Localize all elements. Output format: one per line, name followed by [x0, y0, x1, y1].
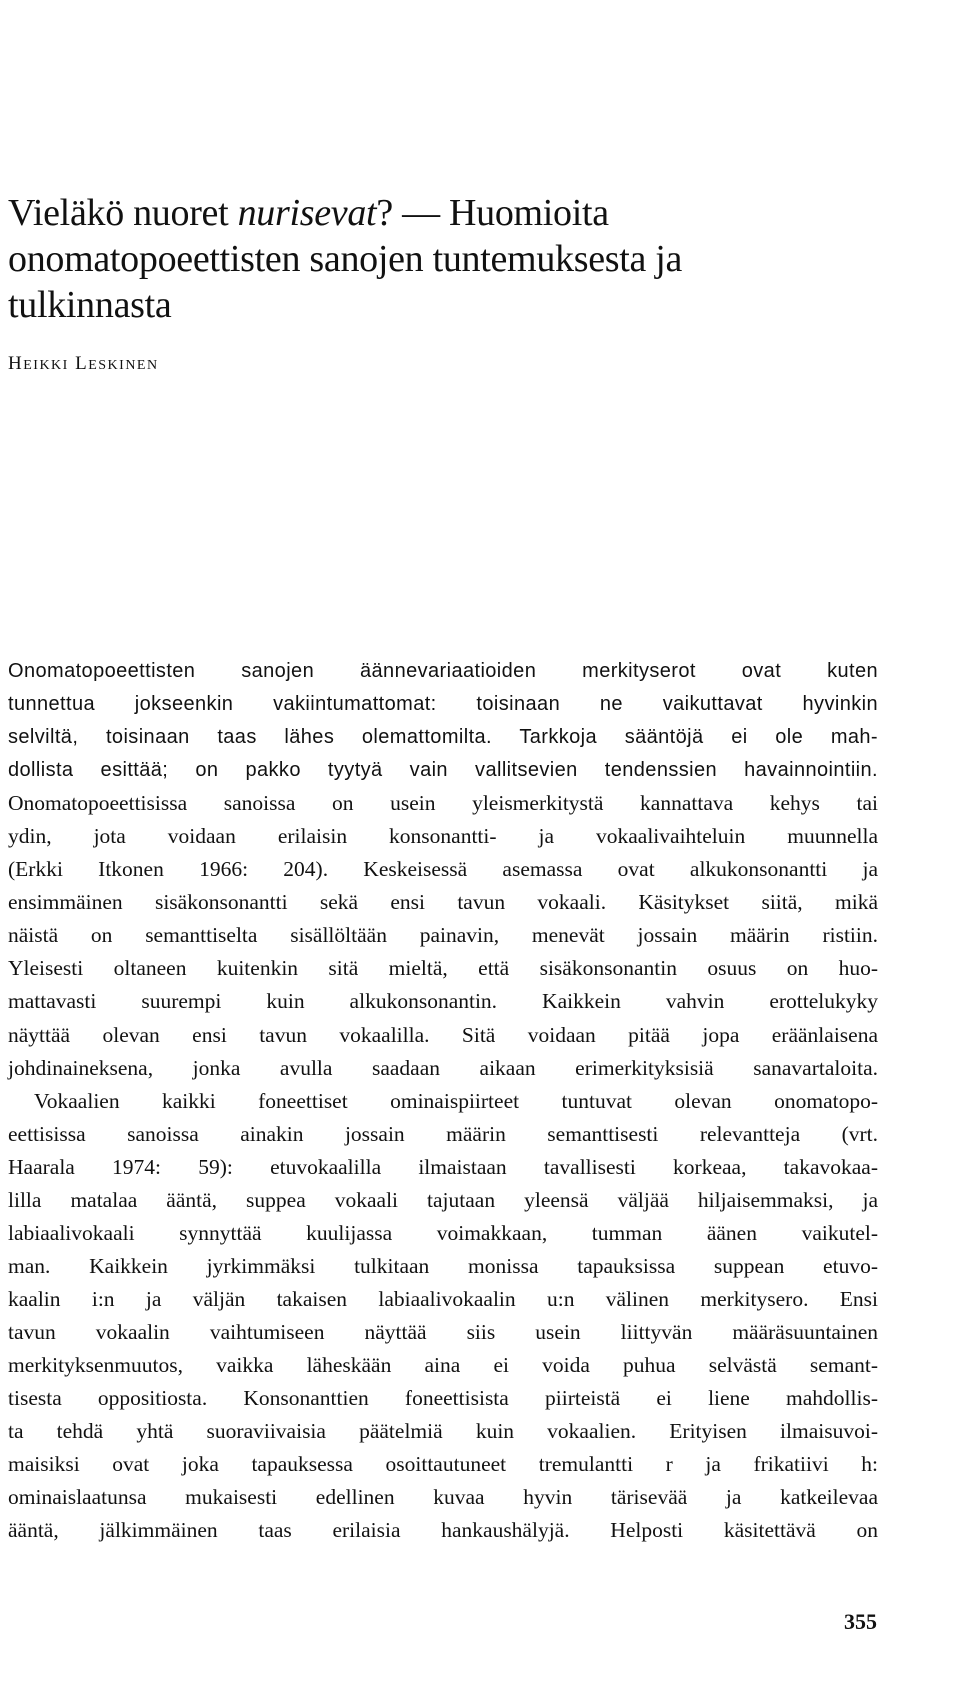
body-line: Haarala 1974: 59): etuvokaalilla ilmaistaan tavallisesti korkeaa, takavokaa-: [8, 1154, 878, 1179]
page-title: [8, 190, 808, 328]
body-line: merkityksenmuutos, vaikka läheskään aina ei voida puhua selvästä semant-: [8, 1352, 878, 1377]
body-line: ydin, jota voidaan erilaisin konsonantti- ja vokaalivaihteluin muunnella: [8, 824, 878, 849]
author-name: HEIKKI LESKINEN: [8, 353, 159, 374]
body-line: (Erkki Itkonen 1966: 204). Keskeisessä asemassa ovat alkukonsonantti ja: [8, 857, 878, 882]
body-line: näistä on semanttiselta sisällöltään painavin, menevät jossain määrin ristiin.: [8, 923, 878, 948]
body-line: tunnettua jokseenkin vakiintumattomat: toisinaan ne vaikuttavat hyvinkin: [8, 693, 878, 716]
article-body: [8, 655, 878, 1547]
body-line: Vokaalien kaikki foneettiset ominaispiirteet tuntuvat olevan onomatopo-: [34, 1088, 878, 1113]
body-line: mattavasti suurempi kuin alkukonsonantin. Kaikkein vahvin erottelukyky: [8, 989, 878, 1014]
body-line: eettisissa sanoissa ainakin jossain määrin semanttisesti relevantteja (vrt.: [8, 1121, 878, 1146]
body-line: Onomatopoeettisissa sanoissa on usein yleismerkitystä kannattava kehys tai: [8, 791, 878, 816]
title-italic-word: nurisevat: [237, 192, 377, 234]
body-line: labiaalivokaali synnyttää kuulijassa voimakkaan, tumman äänen vaikutel-: [8, 1220, 878, 1245]
body-line: tavun vokaalin vaihtumiseen näyttää siis usein liittyvän määräsuuntainen: [8, 1319, 878, 1344]
body-line: maisiksi ovat joka tapauksessa osoittautuneet tremulantti r ja frikatiivi h:: [8, 1452, 878, 1477]
body-line: dollista esittää; on pakko tyytyä vain vallitsevien tendenssien havainnointiin.: [8, 759, 878, 782]
body-line: ominaislaatunsa mukaisesti edellinen kuvaa hyvin tärisevää ja katkeilevaa: [8, 1485, 878, 1510]
title-line-2: onomatopoeettisten sanojen tuntemuksesta ja: [8, 238, 683, 280]
body-line: kaalin i:n ja väljän takaisen labiaalivokaalin u:n välinen merkitysero. Ensi: [8, 1286, 878, 1311]
body-line: Onomatopoeettisten sanojen äännevariaatioiden merkityserot ovat kuten: [8, 660, 878, 682]
page-number: 355: [844, 1609, 877, 1634]
body-line: ääntä, jälkimmäinen taas erilaisia hankaushälyjä. Helposti käsitettävä on: [8, 1518, 878, 1543]
body-line: man. Kaikkein jyrkimmäksi tulkitaan monissa tapauksissa suppean etuvo-: [8, 1253, 878, 1278]
body-line: selviltä, toisinaan taas lähes olemattomilta. Tarkkoja sääntöjä ei ole mah-: [8, 726, 878, 749]
body-line: Yleisesti oltaneen kuitenkin sitä mieltä, että sisäkonsonantin osuus on huo-: [8, 956, 878, 981]
body-line: näyttää olevan ensi tavun vokaalilla. Sitä voidaan pitää jopa eräänlaisena: [8, 1022, 878, 1047]
body-line: johdinaineksena, jonka avulla saadaan aikaan erimerkityksisiä sanavartaloita.: [8, 1055, 878, 1080]
body-line: lilla matalaa ääntä, suppea vokaali tajutaan yleensä väljää hiljaisemmaksi, ja: [8, 1187, 878, 1212]
title-line-3: tulkinnasta: [8, 284, 172, 326]
title-line-1: Vieläkö nuoret nurisevat? — Huomioita: [8, 192, 609, 234]
body-line: ta tehdä yhtä suoraviivaisia päätelmiä kuin vokaalien. Erityisen ilmaisuvoi-: [8, 1419, 878, 1444]
body-line: ensimmäinen sisäkonsonantti sekä ensi tavun vokaali. Käsitykset siitä, mikä: [8, 890, 878, 915]
body-line: tisesta oppositiosta. Konsonanttien foneettisista piirteistä ei liene mahdollis-: [8, 1386, 878, 1411]
